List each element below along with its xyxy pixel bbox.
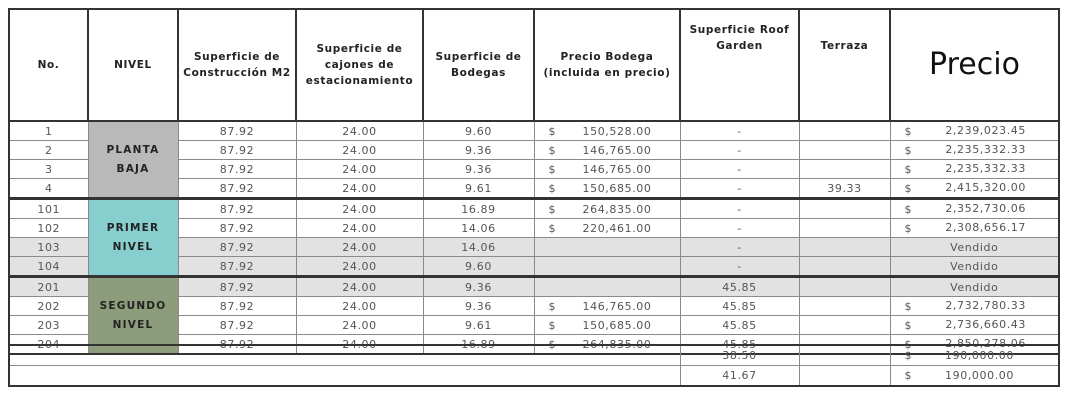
bodegas-value: 9.60 [423, 257, 534, 277]
precio-value [890, 160, 1059, 179]
construccion-value: 87.92 [178, 335, 296, 355]
currency-symbol: $ [904, 349, 913, 362]
table-row [9, 199, 1059, 219]
extras-body [9, 345, 1059, 386]
construccion-value: 87.92 [178, 238, 296, 257]
unit-number: 201 [9, 277, 88, 297]
header-precio: Precio [890, 9, 1059, 121]
bodegas-value: 9.36 [423, 277, 534, 297]
currency-symbol: $ [904, 202, 913, 216]
roof-garden-value: - [680, 219, 799, 238]
cajones-value: 24.00 [296, 297, 423, 316]
amount: 2,415,320.00 [945, 181, 1026, 194]
terraza-value [799, 121, 890, 141]
table-row [9, 121, 1059, 141]
currency-symbol: $ [548, 162, 557, 176]
amount: 2,732,780.33 [945, 299, 1026, 312]
amount: 264,835.00 [582, 202, 652, 216]
extra-blank [9, 345, 680, 366]
roof-garden-value: 45.85 [680, 335, 799, 355]
currency-symbol: $ [548, 181, 557, 195]
currency-symbol: $ [904, 143, 913, 157]
construccion-value: 87.92 [178, 160, 296, 179]
extra-row [9, 366, 1059, 387]
precio-value [890, 121, 1059, 141]
extra-roof-garden-value: 41.67 [680, 366, 799, 387]
amount: 190,000.00 [945, 369, 1014, 382]
precio-value [890, 179, 1059, 199]
amount: 150,685.00 [582, 181, 652, 195]
precio-bodega-value [534, 141, 680, 160]
extra-precio-value [890, 345, 1059, 366]
nivel-label: SEGUNDO NIVEL [88, 277, 178, 355]
header-cajones: Superficie de cajones de estacionamiento [296, 9, 423, 121]
extra-precio-value [890, 366, 1059, 387]
amount: 264,835.00 [582, 337, 652, 351]
roof-garden-value: - [680, 238, 799, 257]
status-vendido: Vendido [890, 277, 1059, 297]
amount: 2,850,278.06 [945, 337, 1026, 350]
precio-bodega-value [534, 179, 680, 199]
cajones-value: 24.00 [296, 316, 423, 335]
roof-garden-value: - [680, 179, 799, 199]
bodegas-value: 16.89 [423, 335, 534, 355]
currency-symbol: $ [904, 181, 913, 195]
currency-symbol: $ [904, 318, 913, 332]
terraza-value [799, 257, 890, 277]
header-row [9, 9, 1059, 121]
amount: 2,736,660.43 [945, 318, 1026, 331]
extra-row [9, 345, 1059, 366]
unit-number: 102 [9, 219, 88, 238]
precio-bodega-value [534, 316, 680, 335]
precio-value [890, 297, 1059, 316]
construccion-value: 87.92 [178, 121, 296, 141]
cajones-value: 24.00 [296, 179, 423, 199]
table-body [9, 121, 1059, 354]
amount: 2,239,023.45 [945, 124, 1026, 137]
unit-number: 3 [9, 160, 88, 179]
terraza-value [799, 141, 890, 160]
unit-number: 203 [9, 316, 88, 335]
terraza-value [799, 238, 890, 257]
unit-number: 104 [9, 257, 88, 277]
amount: 146,765.00 [582, 143, 652, 157]
precio-bodega-value [534, 160, 680, 179]
precio-bodega-value [534, 297, 680, 316]
unit-number: 1 [9, 121, 88, 141]
price-table [8, 8, 1060, 355]
currency-symbol: $ [548, 337, 557, 351]
currency-symbol: $ [904, 337, 913, 351]
currency-symbol: $ [548, 202, 557, 216]
table-row [9, 277, 1059, 297]
amount: 2,308,656.17 [945, 221, 1026, 234]
bodegas-value: 9.60 [423, 121, 534, 141]
currency-symbol: $ [904, 221, 913, 235]
roof-garden-value: - [680, 257, 799, 277]
construccion-value: 87.92 [178, 219, 296, 238]
roof-garden-value: 45.85 [680, 316, 799, 335]
bodegas-value: 14.06 [423, 219, 534, 238]
precio-value [890, 141, 1059, 160]
extras-table [8, 344, 1060, 387]
terraza-value [799, 297, 890, 316]
currency-symbol: $ [548, 221, 557, 235]
construccion-value: 87.92 [178, 297, 296, 316]
status-vendido: Vendido [890, 238, 1059, 257]
unit-number: 101 [9, 199, 88, 219]
cajones-value: 24.00 [296, 238, 423, 257]
precio-bodega-value [534, 238, 680, 257]
amount: 220,461.00 [582, 221, 652, 235]
amount: 2,352,730.06 [945, 202, 1026, 215]
terraza-value: 39.33 [799, 179, 890, 199]
bodegas-value: 9.36 [423, 141, 534, 160]
cajones-value: 24.00 [296, 121, 423, 141]
cajones-value: 24.00 [296, 160, 423, 179]
amount: 146,765.00 [582, 162, 652, 176]
precio-value [890, 199, 1059, 219]
unit-number: 2 [9, 141, 88, 160]
amount: 150,685.00 [582, 318, 652, 332]
currency-symbol: $ [904, 299, 913, 313]
nivel-label: PLANTA BAJA [88, 121, 178, 199]
roof-garden-value: - [680, 141, 799, 160]
bodegas-value: 9.61 [423, 316, 534, 335]
bodegas-value: 9.61 [423, 179, 534, 199]
extra-terraza-value [799, 345, 890, 366]
unit-number: 103 [9, 238, 88, 257]
bodegas-value: 9.36 [423, 160, 534, 179]
bodegas-value: 16.89 [423, 199, 534, 219]
roof-garden-value: - [680, 121, 799, 141]
roof-garden-value: 45.85 [680, 297, 799, 316]
currency-symbol: $ [548, 143, 557, 157]
precio-bodega-value [534, 199, 680, 219]
construccion-value: 87.92 [178, 257, 296, 277]
header-precio-bodega: Precio Bodega (incluida en precio) [534, 9, 680, 121]
cajones-value: 24.00 [296, 257, 423, 277]
terraza-value [799, 316, 890, 335]
currency-symbol: $ [548, 299, 557, 313]
currency-symbol: $ [548, 318, 557, 332]
construccion-value: 87.92 [178, 316, 296, 335]
precio-bodega-value [534, 219, 680, 238]
amount: 2,235,332.33 [945, 162, 1026, 175]
cajones-value: 24.00 [296, 219, 423, 238]
amount: 190,000.00 [945, 349, 1014, 362]
unit-number: 4 [9, 179, 88, 199]
roof-garden-value: - [680, 199, 799, 219]
terraza-value [799, 277, 890, 297]
header-no: No. [9, 9, 88, 121]
terraza-value [799, 199, 890, 219]
extra-terraza-value [799, 366, 890, 387]
status-vendido: Vendido [890, 257, 1059, 277]
roof-garden-value: - [680, 160, 799, 179]
cajones-value: 24.00 [296, 335, 423, 355]
construccion-value: 87.92 [178, 277, 296, 297]
header-bodegas: Superficie de Bodegas [423, 9, 534, 121]
header-construccion: Superficie de Construcción M2 [178, 9, 296, 121]
bodegas-value: 14.06 [423, 238, 534, 257]
precio-value [890, 316, 1059, 335]
amount: 2,235,332.33 [945, 143, 1026, 156]
nivel-label: PRIMER NIVEL [88, 199, 178, 277]
precio-value [890, 219, 1059, 238]
currency-symbol: $ [548, 124, 557, 138]
terraza-value [799, 219, 890, 238]
currency-symbol: $ [904, 369, 913, 382]
header-terraza: Terraza [799, 9, 890, 121]
cajones-value: 24.00 [296, 277, 423, 297]
roof-garden-value: 45.85 [680, 277, 799, 297]
precio-bodega-value [534, 277, 680, 297]
amount: 150,528.00 [582, 124, 652, 138]
construccion-value: 87.92 [178, 141, 296, 160]
extra-roof-garden-value: 38.50 [680, 345, 799, 366]
bodegas-value: 9.36 [423, 297, 534, 316]
construccion-value: 87.92 [178, 179, 296, 199]
cajones-value: 24.00 [296, 199, 423, 219]
unit-number: 202 [9, 297, 88, 316]
header-nivel: NIVEL [88, 9, 178, 121]
precio-bodega-value [534, 257, 680, 277]
currency-symbol: $ [904, 124, 913, 138]
amount: 146,765.00 [582, 299, 652, 313]
currency-symbol: $ [904, 162, 913, 176]
terraza-value [799, 160, 890, 179]
extra-blank [9, 366, 680, 387]
unit-number: 204 [9, 335, 88, 355]
header-roof-garden: Superficie Roof Garden [680, 9, 799, 121]
precio-bodega-value [534, 121, 680, 141]
cajones-value: 24.00 [296, 141, 423, 160]
construccion-value: 87.92 [178, 199, 296, 219]
